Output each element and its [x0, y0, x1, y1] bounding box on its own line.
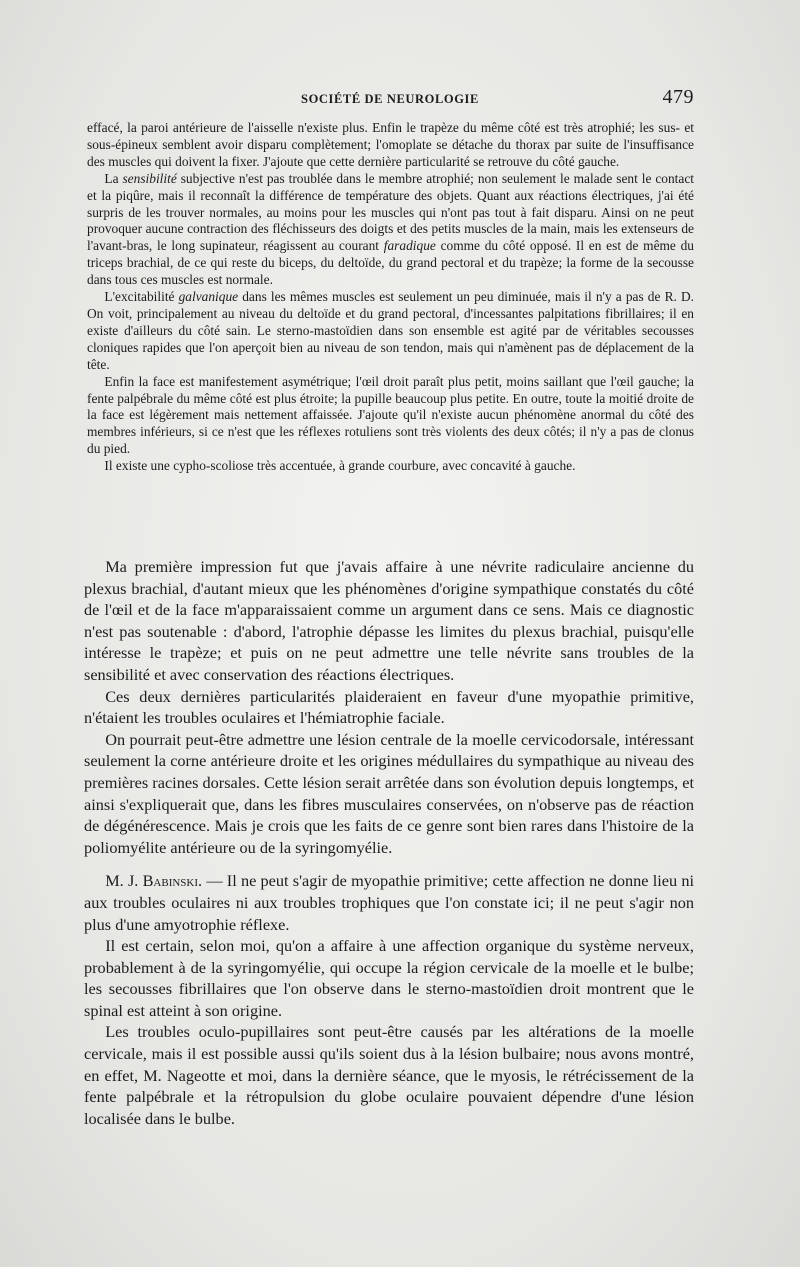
running-title: SOCIÉTÉ DE NEUROLOGIE [301, 92, 479, 106]
discussion-text [84, 556, 694, 1129]
speaker-initial: M. J. [105, 871, 143, 891]
paragraph: effacé, la paroi antérieure de l'aisselle n'existe plus. Enfin le trapèze du même côté est très atrophié; les sus- et sous-épineux semblent avoir disparu complètement; l'omoplate se détache du thorax par suite de l'insuffisance des muscles qui doivent la fixer. J'ajoute que cette dernière particularité se retrouve du côté gauche. [87, 120, 694, 169]
case-report-text [87, 120, 694, 475]
paragraph: Il est certain, selon moi, qu'on a affaire à une affection organique du système nerveux, probablement à de la syringomyélie, qui occupe la région cervicale de la moelle et le bulbe; les secousses fibrillaires que l'on observe dans le sterno-mastoïdien droit montrent que le spinal est atteint à son origine. [84, 936, 694, 1020]
speaker-paragraph: M. J. Babinski. — Il ne peut s'agir de myopathie primitive; cette affection ne donne lieu ni aux troubles oculaires ni aux troubles trophiques que l'on constate ici; il ne peut s'agir non plus d'une amyotrophie réflexe. [84, 871, 694, 934]
paragraph: Les troubles oculo-pupillaires sont peut-être causés par les altérations de la moelle cervicale, mais il est possible aussi qu'ils soient dus à la lésion bulbaire; nous avons montré, en effet, M. Nageotte et moi, dans la dernière séance, que le myosis, le rétrécissement de la fente palpébrale et la rétropulsion du globe oculaire pouvaient dépendre d'une lésion localisée dans le bulbe. [84, 1022, 694, 1128]
emphasis: sensibilité [122, 170, 177, 186]
emphasis: faradique [383, 238, 436, 254]
page-number: 479 [662, 86, 694, 108]
paragraph: Il existe une cypho-scoliose très accentuée, à grande courbure, avec concavité à gauche. [104, 458, 576, 474]
speaker-name: Babinski [142, 871, 199, 891]
paragraph: La sensibilité subjective n'est pas troublée dans le membre atrophié; non seulement le malade sent le contact et la piqûre, mais il reconnaît la différence de température des objets. Quant aux réactions électriques, j'ai été surpris de les trouver normales, au moins pour les muscles qui n'ont pas tout à fait disparu. Ainsi on ne peut provoquer aucune contraction des fléchisseurs des doigts et des petits muscles de la main, mais les extenseurs de l'avant-bras, le long supinateur, réagissent au courant faradique comme du côté opposé. Il en est de même du triceps brachial, de ce qui reste du biceps, du deltoïde, du grand pectoral et du trapèze; la forme de la secousse dans tous ces muscles est normale. [87, 170, 694, 288]
paragraph: L'excitabilité galvanique dans les mêmes muscles est seulement un peu diminuée, mais il n'y a pas de R. D. On voit, principalement au niveau du deltoïde et du grand pectoral, d'incessantes palpitations fibrillaires; il en existe d'ailleurs du côté sain. Le sterno-mastoïdien dans son ensemble est agité par de véritables secousses cloniques rapides que l'on aperçoit bien au niveau de son tendon, mais qui n'amènent pas de déplacement de la tête. [87, 289, 694, 372]
paragraph: Ces deux dernières particularités plaideraient en faveur d'une myopathie primitive, n'étaient les troubles oculaires et l'hémiatrophie faciale. [84, 686, 694, 728]
paragraph: On pourrait peut-être admettre une lésion centrale de la moelle cervicodorsale, intéressant seulement la corne antérieure droite et les origines médullaires du sympathique au niveau des premières racines dorsales. Cette lésion serait arrêtée dans son évolution depuis longtemps, et ainsi s'expliquerait que, dans les fibres musculaires conservées, on n'observe pas de réaction de dégénérescence. Mais je crois que les faits de ce genre sont bien rares dans l'histoire de la poliomyélite antérieure ou de la syringomyélie. [84, 729, 694, 857]
paragraph: Ma première impression fut que j'avais affaire à une névrite radiculaire ancienne du plexus brachial, d'autant mieux que les phénomènes d'origine sympathique constatés du côté de l'œil et de la face m'apparaissaient comme un argument dans ce sens. Mais ce diagnostic n'est pas soutenable : d'abord, l'atrophie dépasse les limites du plexus brachial, puisqu'elle intéresse le trapèze; et puis on ne peut admettre une telle névrite sans troubles de la sensibilité et avec conservation des réactions électriques. [84, 557, 694, 684]
emphasis: galvanique [178, 289, 239, 305]
page-header [86, 86, 694, 112]
paragraph: Enfin la face est manifestement asymétrique; l'œil droit paraît plus petit, moins saillant que l'œil gauche; la fente palpébrale du même côté est plus étroite; la pupille beaucoup plus petite. En outre, toute la moitié droite de la face est légèrement mais nettement affaissée. J'ajoute qu'il n'existe aucun phénomène anormal du côté des membres inférieurs, si ce n'est que les réflexes rotuliens sont très violents des deux côtés; il n'y a pas de clonus du pied. [87, 373, 694, 457]
